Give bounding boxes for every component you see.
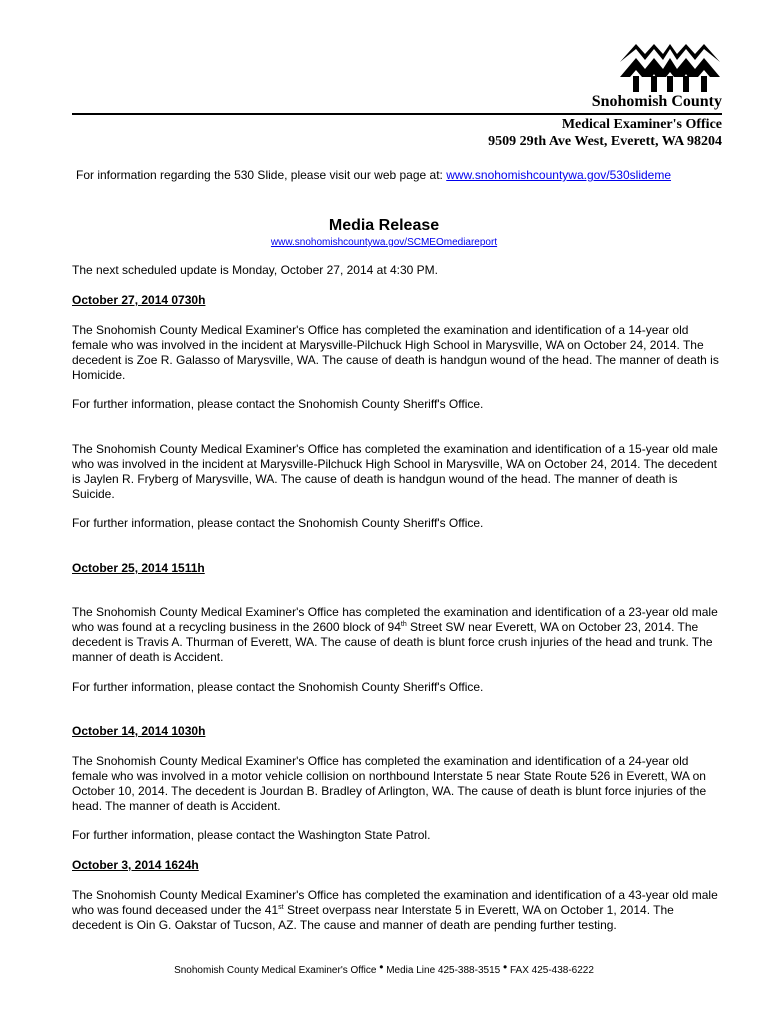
entry-contact-oct27-2: For further information, please contact the Snohomish County Sheriff's Office. bbox=[72, 516, 484, 530]
entry-report-oct3-part2: Street overpass near Interstate 5 in Everett, WA on October 1, 2014. The decedent is Oin G. Oakstar of Tucson, AZ. The cause and manner of death are pending further testing. bbox=[72, 903, 674, 932]
next-update-text: The next scheduled update is Monday, October 27, 2014 at 4:30 PM. bbox=[72, 263, 439, 277]
entry-report-oct3-sup: st bbox=[278, 904, 284, 911]
media-release-link[interactable]: www.snohomishcountywa.gov/SCMEOmediareport bbox=[270, 237, 498, 248]
entry-contact-oct25: For further information, please contact the Snohomish County Sheriff's Office. bbox=[72, 680, 484, 694]
footer-bullet-2: • bbox=[502, 960, 508, 974]
entry-contact-oct27-1: For further information, please contact the Snohomish County Sheriff's Office. bbox=[72, 397, 484, 411]
entry-report-oct3-part1: The Snohomish County Medical Examiner's Office has completed the examination and identification of a 43-year old male who was found deceased under the 41 bbox=[72, 888, 718, 917]
slide-info-line bbox=[76, 168, 671, 182]
footer-media-line: Media Line 425-388-3515 bbox=[386, 965, 501, 976]
entry-date-oct25: October 25, 2014 1511h bbox=[72, 561, 205, 575]
entry-date-oct14: October 14, 2014 1030h bbox=[72, 724, 206, 738]
entry-report-oct27-2: The Snohomish County Medical Examiner's Office has completed the examination and identification of a 15-year old male who was involved in the incident at Marysville-Pilchuck High School in Marysville, WA on October 24, 2014. The decedent is Jaylen R. Fryberg of Marysville, WA. The cause of death is handgun wound of the head. The manner of death is Suicide. bbox=[72, 442, 718, 501]
office-address: 9509 29th Ave West, Everett, WA 98204 bbox=[488, 134, 722, 149]
entry-report-oct25-sup: th bbox=[400, 621, 407, 628]
entry-report-oct14: The Snohomish County Medical Examiner's Office has completed the examination and identification of a 24-year old female who was involved in a motor vehicle collision on northbound Interstate 5 near State Route 526 in Everett, WA on October 10, 2014. The decedent is Jourdan B. Bradley of Arlington, WA. The cause of death is blunt force injuries of the head. The manner of death is Accident. bbox=[72, 754, 707, 813]
slide-info-text: For information regarding the 530 Slide, please visit our web page at: bbox=[76, 168, 447, 182]
header-rule bbox=[72, 113, 722, 115]
entry-date-oct3: October 3, 2014 1624h bbox=[72, 858, 199, 872]
entry-report-oct3 bbox=[72, 888, 722, 933]
entry-contact-oct14: For further information, please contact the Washington State Patrol. bbox=[72, 828, 431, 842]
entry-report-oct25 bbox=[72, 605, 722, 665]
slide-info-link[interactable]: www.snohomishcountywa.gov/530slideme bbox=[446, 168, 672, 182]
office-block bbox=[488, 116, 722, 150]
county-name: Snohomish County bbox=[591, 93, 722, 110]
footer-fax: FAX 425-438-6222 bbox=[509, 965, 594, 976]
office-name: Medical Examiner's Office bbox=[561, 117, 722, 132]
entry-report-oct25-part2: Street SW near Everett, WA on October 23, 2014. The decedent is Travis A. Thurman of Everett, WA. The cause of death is blunt force crush injuries of the head and trunk. The manner of death is Accident. bbox=[72, 620, 713, 664]
entry-report-oct27-1: The Snohomish County Medical Examiner's Office has completed the examination and identification of a 14-year old female who was involved in the incident at Marysville-Pilchuck High School in Marysville, WA on October 24, 2014. The decedent is Zoe R. Galasso of Marysville, WA. The cause of death is handgun wound of the head. The manner of death is Homicide. bbox=[72, 323, 719, 382]
entry-date-oct27: October 27, 2014 0730h bbox=[72, 293, 206, 307]
entry-report-oct25-part1: The Snohomish County Medical Examiner's Office has completed the examination and identification of a 23-year old male who was found at a recycling business in the 2600 block of 94 bbox=[72, 605, 718, 634]
footer-office: Snohomish County Medical Examiner's Office bbox=[174, 965, 377, 976]
footer-bullet-1: • bbox=[379, 960, 384, 974]
page-footer bbox=[0, 960, 768, 977]
snohomish-county-logo-icon bbox=[620, 44, 720, 96]
media-release-title: Media Release bbox=[328, 217, 440, 234]
media-release-link-row bbox=[0, 237, 768, 249]
